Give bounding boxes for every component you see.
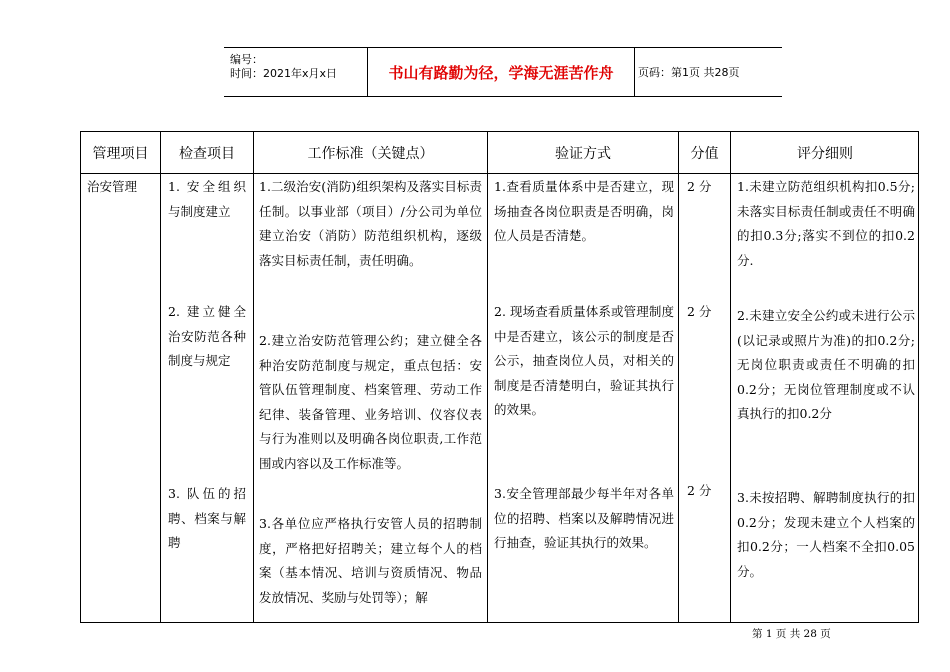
verification-method: 3.安全管理部最少每半年对各单位的招聘、档案以及解聘情况进行抽查，验证其执行的效果。: [494, 486, 674, 551]
col-header-verification: 验证方式: [555, 146, 611, 162]
check-item: 1. 安全组织与制度建立: [168, 179, 246, 219]
work-standard: 3.各单位应严格执行安管人员的招聘制度，严格把好招聘关；建立每个人的档案（基本情况、培训与资质情况、物品发放情况、奖励与处罚等）；解: [259, 516, 482, 605]
col-header-check-item: 检查项目: [179, 146, 235, 162]
verification-method: 1.查看质量体系中是否建立，现场抽查各岗位职责是否明确，岗位人员是否清楚。: [494, 179, 674, 244]
col-header-rules: 评分细则: [797, 146, 853, 162]
header-page-label: 页码：第1页 共28页: [638, 66, 740, 79]
column-divider: [160, 132, 161, 622]
check-item: 3. 队伍的招聘、档案与解聘: [168, 486, 246, 551]
inspection-table: [80, 131, 919, 623]
management-item: 治安管理: [87, 179, 138, 194]
scoring-rule: 2.未建立安全公约或未进行公示(以记录或照片为准)的扣0.2分;无岗位职责或责任不明确的扣0.2分；无岗位管理制度或不认真执行的扣0.2分: [737, 308, 915, 422]
page-footer: 第 1 页 共 28 页: [752, 628, 831, 640]
work-standard: 2.建立治安防范管理公约；建立健全各种治安防范制度与规定，重点包括：安管队伍管理制度、档案管理、劳动工作纪律、装备管理、业务培训、仪容仪表与行为准则以及明确各岗位职责,工作范围或内容以及工作标准等。: [259, 333, 482, 471]
header-info-cell: [224, 48, 367, 96]
number-label: 编号：: [230, 53, 263, 66]
col-header-management-item: 管理项目: [92, 146, 149, 162]
time-label: 时间：2021年x月x日: [230, 67, 338, 80]
verification-method: 2. 现场查看质量体系或管理制度中是否建立，该公示的制度是否公示，抽查岗位人员，对相关的制度是否清楚明白，验证其执行的效果。: [494, 304, 674, 418]
column-divider: [730, 132, 731, 622]
score-value: 2 分: [687, 304, 712, 319]
column-divider: [253, 132, 254, 622]
document-header: [224, 47, 782, 97]
check-item: 2. 建立健全治安防范各种制度与规定: [168, 304, 246, 369]
col-header-work-standard: 工作标准（关键点）: [307, 146, 434, 162]
column-divider: [678, 132, 679, 622]
scoring-rule: 1.未建立防范组织机构扣0.5分;未落实目标责任制或责任不明确的扣0.3分;落实不到位的扣0.2分.: [737, 179, 915, 268]
work-standard: 1.二级治安(消防)组织架构及落实目标责任制。以事业部（项目）/分公司为单位建立治安（消防）防范组织机构，逐级落实目标责任制，责任明确。: [259, 179, 482, 268]
column-divider: [487, 132, 488, 622]
score-value: 2 分: [687, 483, 712, 498]
score-value: 2 分: [687, 179, 712, 194]
col-header-score: 分值: [690, 146, 719, 162]
header-divider: [634, 48, 635, 96]
header-motto: 书山有路勤为径，学海无涯苦作舟: [388, 63, 614, 82]
scoring-rule: 3.未按招聘、解聘制度执行的扣0.2分；发现未建立个人档案的扣0.2分；一人档案不全扣0.05分。: [737, 490, 915, 579]
